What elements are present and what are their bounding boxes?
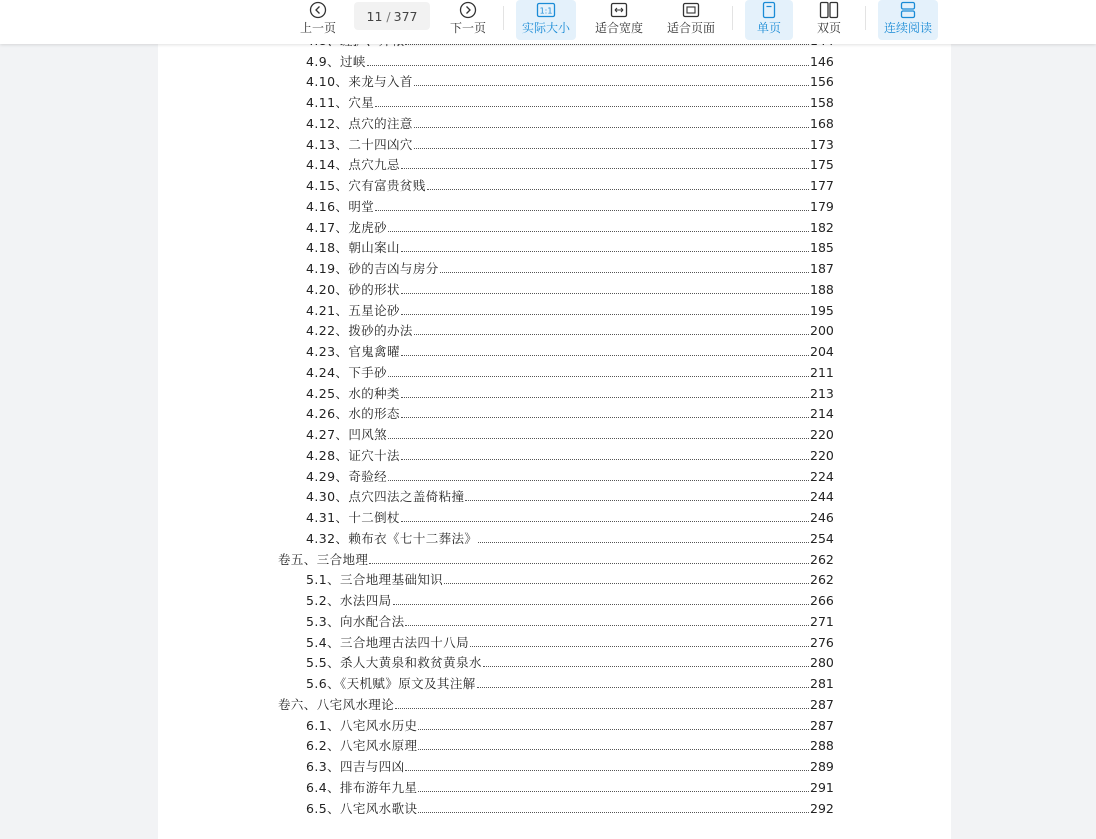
total-pages: 377 xyxy=(393,8,418,24)
toolbar-divider xyxy=(865,6,866,30)
fit-page-button[interactable] xyxy=(661,0,721,40)
toc-entry-title: 4.30、点穴四法之盖倚粘撞 xyxy=(306,489,465,505)
toc-entry[interactable] xyxy=(158,422,951,443)
toc-entry-page: 287 xyxy=(810,717,834,733)
toc-entry-page: 280 xyxy=(810,655,834,671)
toc-entry-title: 4.15、穴有富贵贫贱 xyxy=(306,178,426,193)
actual-size-label: 实际大小 xyxy=(521,21,570,35)
toc-entry-page: 244 xyxy=(810,489,834,505)
toc-dot-leader xyxy=(388,231,809,232)
toc-entry-page: 179 xyxy=(810,198,834,214)
table-of-contents xyxy=(158,28,951,817)
toc-dot-leader xyxy=(465,500,809,501)
toc-entry-title: 卷五、三合地理 xyxy=(278,551,369,567)
toc-entry-title: 5.6、《天机赋》原文及其注解 xyxy=(306,676,476,691)
toc-entry-title: 4.26、水的形态 xyxy=(306,406,400,422)
single-page-button[interactable] xyxy=(745,0,793,40)
toc-dot-leader xyxy=(401,459,809,460)
toc-entry-page: 213 xyxy=(810,385,834,401)
toc-entry-title: 4.28、证穴十法 xyxy=(306,447,400,463)
toc-dot-leader xyxy=(418,749,809,750)
toc-entry[interactable] xyxy=(158,505,951,526)
actual-size-button[interactable] xyxy=(516,0,576,40)
toc-entry-page: 220 xyxy=(810,447,834,463)
toc-dot-leader xyxy=(440,272,809,273)
page-number-field[interactable] xyxy=(354,2,430,30)
toc-dot-leader xyxy=(427,189,809,190)
toc-entry-page: 156 xyxy=(810,74,834,90)
toc-entry-page: 287 xyxy=(810,696,834,712)
toc-entry-page: 224 xyxy=(810,468,834,484)
toc-dot-leader xyxy=(414,85,809,86)
toc-entry[interactable] xyxy=(158,194,951,215)
toc-entry[interactable] xyxy=(158,651,951,672)
single-page-icon xyxy=(761,0,777,20)
toc-entry[interactable] xyxy=(158,754,951,775)
toc-dot-leader xyxy=(369,563,809,564)
toc-entry[interactable] xyxy=(158,526,951,547)
toc-entry-title: 4.29、奇验经 xyxy=(306,468,388,484)
toc-entry-page: 204 xyxy=(810,344,834,359)
toc-entry-page: 211 xyxy=(810,364,834,380)
toc-entry-title: 5.5、杀人大黄泉和救贫黄泉水 xyxy=(306,655,482,671)
toc-dot-leader xyxy=(401,168,809,169)
toc-dot-leader xyxy=(470,646,809,647)
double-page-label: 双页 xyxy=(816,21,841,35)
toc-entry-title: 4.24、下手砂 xyxy=(306,364,388,380)
toc-entry-title: 4.27、凹风煞 xyxy=(306,427,388,442)
toc-entry-title: 4.11、穴星 xyxy=(306,95,375,110)
toc-entry[interactable] xyxy=(158,402,951,423)
toc-entry-page: 289 xyxy=(810,759,834,774)
toc-entry-page: 200 xyxy=(810,323,834,339)
toc-entry-title: 4.10、来龙与入首 xyxy=(306,74,413,90)
toc-entry-page: 276 xyxy=(810,634,834,650)
toc-entry-page: 266 xyxy=(810,593,834,608)
next-page-button[interactable] xyxy=(446,0,490,40)
toc-entry-title: 4.25、水的种类 xyxy=(306,385,400,401)
toc-dot-leader xyxy=(401,397,809,398)
toc-entry-title: 4.23、官鬼禽曜 xyxy=(306,344,400,359)
chevron-left-circle-icon xyxy=(309,0,327,20)
toc-dot-leader xyxy=(393,604,809,605)
svg-text:1:1: 1:1 xyxy=(539,6,553,16)
toc-entry[interactable] xyxy=(158,277,951,298)
toolbar-divider xyxy=(732,6,733,30)
current-page: 11 xyxy=(366,8,383,24)
toc-entry[interactable] xyxy=(158,256,951,277)
toc-dot-leader xyxy=(478,542,809,543)
toc-entry[interactable] xyxy=(158,485,951,506)
toc-entry-page: 254 xyxy=(810,530,834,546)
toc-entry[interactable] xyxy=(158,90,951,111)
toc-entry-title: 4.31、十二倒杖 xyxy=(306,510,400,525)
toc-entry[interactable] xyxy=(158,796,951,817)
toc-entry[interactable] xyxy=(158,443,951,464)
toc-entry-title: 4.18、朝山案山 xyxy=(306,240,400,256)
toc-entry[interactable] xyxy=(158,630,951,651)
prev-page-label: 上一页 xyxy=(299,21,336,35)
toc-entry[interactable] xyxy=(158,132,951,153)
toc-dot-leader xyxy=(401,417,809,418)
toc-entry[interactable] xyxy=(158,713,951,734)
toc-entry[interactable] xyxy=(158,70,951,91)
toc-entry[interactable] xyxy=(158,111,951,132)
toc-chapter[interactable] xyxy=(158,692,951,713)
toc-entry-page: 281 xyxy=(810,676,834,691)
toc-entry-page: 175 xyxy=(810,157,834,173)
toc-entry[interactable] xyxy=(158,588,951,609)
toc-entry-page: 173 xyxy=(810,136,834,152)
toc-entry[interactable] xyxy=(158,215,951,236)
toc-entry-title: 4.20、砂的形状 xyxy=(306,281,400,297)
toc-entry-page: 220 xyxy=(810,427,834,442)
toc-entry[interactable] xyxy=(158,609,951,630)
toc-entry-title: 4.14、点穴九忌 xyxy=(306,157,400,173)
toc-dot-leader xyxy=(388,376,809,377)
toc-entry[interactable] xyxy=(158,173,951,194)
toc-entry-title: 5.2、水法四局 xyxy=(306,593,392,608)
fit-page-icon xyxy=(681,0,701,20)
toc-dot-leader xyxy=(418,812,809,813)
toc-entry-page: 182 xyxy=(810,219,834,235)
toc-entry-title: 4.21、五星论砂 xyxy=(306,302,400,318)
toc-entry-page: 214 xyxy=(810,406,834,422)
prev-page-button[interactable] xyxy=(296,0,340,40)
document-page xyxy=(158,0,951,839)
toc-dot-leader xyxy=(395,708,809,709)
continuous-reading-button[interactable] xyxy=(878,0,938,40)
toc-entry-title: 6.2、八宅风水原理 xyxy=(306,738,418,754)
toc-dot-leader xyxy=(414,148,809,149)
toc-entry-page: 246 xyxy=(810,510,834,525)
toc-entry-title: 4.19、砂的吉凶与房分 xyxy=(306,261,439,276)
toc-entry-title: 6.3、四吉与四凶 xyxy=(306,759,405,774)
toc-entry[interactable] xyxy=(158,319,951,340)
toc-entry-title: 卷六、八宅风水理论 xyxy=(278,696,395,712)
toc-dot-leader xyxy=(388,480,809,481)
toc-entry-page: 158 xyxy=(810,95,834,110)
toc-entry-page: 195 xyxy=(810,302,834,318)
toc-entry-title: 5.4、三合地理古法四十八局 xyxy=(306,634,469,650)
toc-dot-leader xyxy=(444,583,809,584)
toc-entry-title: 4.13、二十四凶穴 xyxy=(306,136,413,152)
chevron-right-circle-icon xyxy=(459,0,477,20)
toc-entry-page: 271 xyxy=(810,613,834,629)
toc-entry-page: 291 xyxy=(810,779,834,795)
toc-entry-title: 6.4、排布游年九星 xyxy=(306,779,418,795)
toc-entry-page: 177 xyxy=(810,178,834,193)
toc-entry-title: 4.32、赖布衣《七十二葬法》 xyxy=(306,530,478,546)
toc-entry-title: 4.16、明堂 xyxy=(306,198,375,214)
toc-dot-leader xyxy=(483,666,809,667)
toc-entry-title: 5.3、向水配合法 xyxy=(306,613,405,629)
continuous-reading-icon xyxy=(899,0,917,20)
toc-entry-page: 292 xyxy=(810,800,834,816)
toc-dot-leader xyxy=(405,625,809,626)
toc-dot-leader xyxy=(367,65,809,66)
toc-entry[interactable] xyxy=(158,464,951,485)
continuous-reading-label: 连续阅读 xyxy=(883,21,932,35)
toc-entry[interactable] xyxy=(158,339,951,360)
toolbar-divider xyxy=(503,6,504,30)
toc-entry[interactable] xyxy=(158,381,951,402)
toc-dot-leader xyxy=(401,521,809,522)
toc-entry-page: 187 xyxy=(810,261,834,276)
toc-entry[interactable] xyxy=(158,360,951,381)
double-page-button[interactable] xyxy=(805,0,853,40)
fit-width-label: 适合宽度 xyxy=(594,21,643,35)
toc-entry[interactable] xyxy=(158,236,951,257)
toc-entry-page: 288 xyxy=(810,738,834,754)
toc-entry[interactable] xyxy=(158,775,951,796)
toc-entry[interactable] xyxy=(158,49,951,70)
toc-entry-title: 5.1、三合地理基础知识 xyxy=(306,572,444,588)
page-separator: / xyxy=(386,8,391,24)
reader-toolbar xyxy=(0,0,1096,44)
toc-entry-page: 188 xyxy=(810,281,834,297)
toc-dot-leader xyxy=(401,251,809,252)
toc-entry-title: 6.1、八宅风水历史 xyxy=(306,717,418,733)
single-page-label: 单页 xyxy=(756,21,781,35)
toc-dot-leader xyxy=(388,438,809,439)
toc-chapter[interactable] xyxy=(158,547,951,568)
toc-entry[interactable] xyxy=(158,153,951,174)
toc-dot-leader xyxy=(401,355,809,356)
fit-page-label: 适合页面 xyxy=(666,21,715,35)
toc-entry-page: 185 xyxy=(810,240,834,256)
toc-entry-page: 262 xyxy=(810,572,834,588)
toc-dot-leader xyxy=(375,210,809,211)
toc-dot-leader xyxy=(418,729,809,730)
toc-dot-leader xyxy=(477,687,809,688)
toc-entry[interactable] xyxy=(158,298,951,319)
actual-size-icon xyxy=(536,0,556,20)
toc-dot-leader xyxy=(418,791,809,792)
toc-dot-leader xyxy=(375,106,809,107)
toc-entry-title: 4.17、龙虎砂 xyxy=(306,219,388,235)
fit-width-icon xyxy=(609,0,629,20)
next-page-label: 下一页 xyxy=(449,21,486,35)
toc-dot-leader xyxy=(414,127,809,128)
toc-dot-leader xyxy=(401,293,809,294)
toc-entry-page: 168 xyxy=(810,115,834,131)
toc-dot-leader xyxy=(405,770,809,771)
toc-entry[interactable] xyxy=(158,734,951,755)
fit-width-button[interactable] xyxy=(589,0,649,40)
toc-entry-title: 4.22、拨砂的办法 xyxy=(306,323,413,339)
toc-entry[interactable] xyxy=(158,671,951,692)
toc-entry-page: 146 xyxy=(810,53,834,69)
toc-entry-title: 4.9、过峡 xyxy=(306,53,366,69)
double-page-icon xyxy=(819,0,839,20)
toc-entry-page: 262 xyxy=(810,551,834,567)
toc-entry-title: 4.12、点穴的注意 xyxy=(306,115,413,131)
toc-dot-leader xyxy=(414,334,809,335)
toc-entry-title: 6.5、八宅风水歌诀 xyxy=(306,800,418,816)
toc-dot-leader xyxy=(401,314,809,315)
toc-entry[interactable] xyxy=(158,568,951,589)
